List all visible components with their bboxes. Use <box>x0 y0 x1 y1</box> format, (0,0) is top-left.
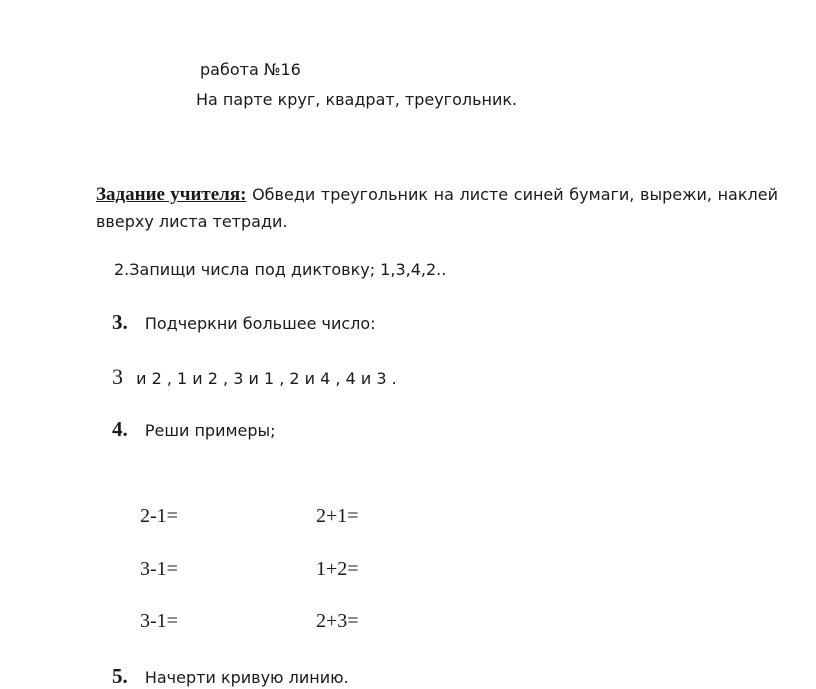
example-right-3: 2+3= <box>316 610 359 632</box>
item-4-number: 4. <box>112 417 128 441</box>
work-title: работа №16 <box>200 60 301 79</box>
example-left-2: 3-1= <box>140 558 178 580</box>
item-5 <box>112 664 349 689</box>
item-3-text: Подчеркни большее число: <box>144 314 376 333</box>
example-left-3: 3-1= <box>140 610 178 632</box>
teacher-task <box>96 181 778 235</box>
item-2-dictation: 2.Запищи числа под диктовку; 1,3,4,2.. <box>114 260 447 279</box>
number-pairs-lead: 3 <box>112 364 123 389</box>
item-4-text: Реши примеры; <box>144 421 276 440</box>
number-pairs <box>112 364 397 390</box>
item-3 <box>112 310 376 335</box>
item-5-text: Начерти кривую линию. <box>144 668 349 687</box>
item-3-number: 3. <box>112 310 128 334</box>
teacher-task-text: Обведи треугольник на листе синей бумаги, вырежи, наклей вверху листа тетради. <box>96 185 778 231</box>
item-4 <box>112 417 276 442</box>
example-right-2: 1+2= <box>316 558 359 580</box>
work-subtitle: На парте круг, квадрат, треугольник. <box>196 90 518 109</box>
example-right-1: 2+1= <box>316 505 359 527</box>
number-pairs-text: и 2 , 1 и 2 , 3 и 1 , 2 и 4 , 4 и 3 . <box>136 369 397 388</box>
teacher-task-label: Задание учителя: <box>96 184 247 205</box>
example-left-1: 2-1= <box>140 505 178 527</box>
item-5-number: 5. <box>112 664 128 688</box>
